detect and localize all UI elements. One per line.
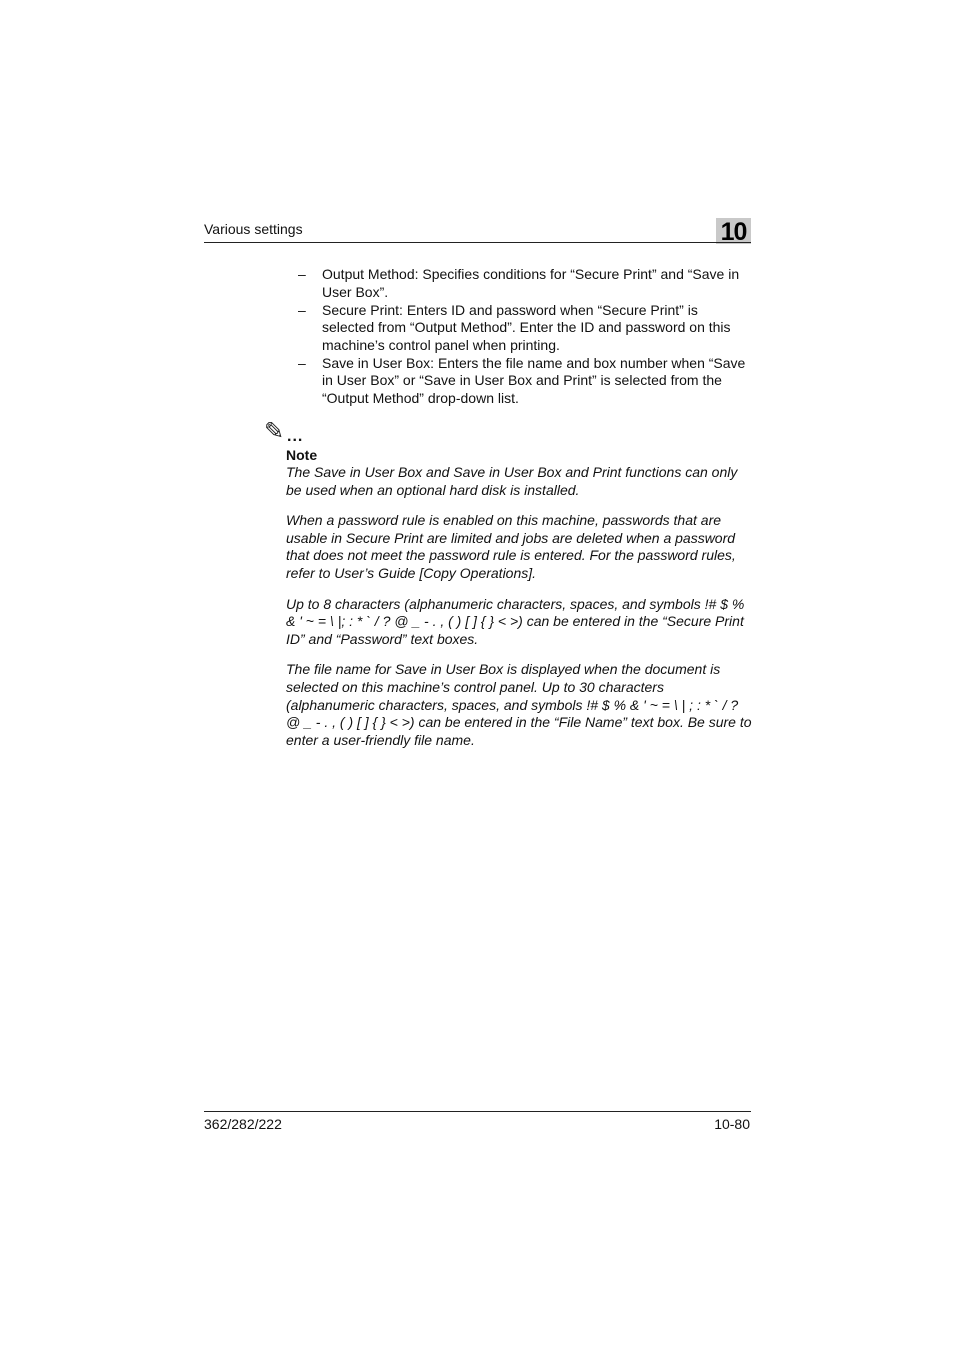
note-dots: ...: [287, 428, 304, 445]
list-item-text: Output Method: Specifies conditions for “Secure Print” and “Save in User Box”.: [322, 266, 740, 300]
list-item: [298, 355, 750, 408]
dash-bullet: –: [298, 266, 306, 282]
note-paragraph: The file name for Save in User Box is displayed when the document is selected on this machine’s control panel. Up to 30 characters (alphanumeric characters, spaces, and symbols !# $ % & ' ~ = \ | ; : * ` / ? @ _ - . , ( ) [ ] { } < >) can be entered in the “File Name” text box. Be sure to enter a user-friendly file name.: [286, 661, 752, 748]
note-paragraph: Up to 8 characters (alphanumeric characters, spaces, and symbols !# $ % & ' ~ = \ |; : * ` / ? @ _ - . , ( ) [ ] { } < >) can be entered in the “Secure Print ID” and “Password” text boxes.: [286, 595, 745, 647]
pencil-note-icon: ✎: [264, 417, 285, 445]
list-item-text: Secure Print: Enters ID and password when “Secure Print” is selected from “Output Method”. Enter the ID and password on this machine’s control panel when printing.: [322, 301, 731, 353]
dash-bullet: –: [298, 354, 306, 371]
dash-bullet: –: [298, 301, 306, 318]
chapter-number-badge: 10: [716, 218, 751, 244]
page-number: 10-80: [714, 1116, 750, 1132]
note-paragraph: When a password rule is enabled on this machine, passwords that are usable in Secure Print are limited and jobs are deleted when a password that does not meet the password rule is entered. For the password rules, refer to User’s Guide [Copy Operations].: [286, 512, 736, 581]
model-number: 362/282/222: [204, 1116, 282, 1132]
section-title: Various settings: [204, 221, 303, 237]
list-item: [298, 302, 750, 355]
note-paragraph: The Save in User Box and Save in User Box and Print functions can only be used when an optional hard disk is installed.: [286, 464, 738, 498]
note-title: Note: [286, 447, 318, 463]
list-item: [298, 266, 750, 301]
footer-divider: [204, 1111, 751, 1112]
option-list: [298, 266, 750, 408]
list-item-text: Save in User Box: Enters the file name and box number when “Save in User Box” or “Save in User Box and Print” is selected from the “Output Method” drop-down list.: [322, 354, 746, 406]
header-divider: [204, 242, 751, 243]
note-body: [286, 464, 752, 762]
